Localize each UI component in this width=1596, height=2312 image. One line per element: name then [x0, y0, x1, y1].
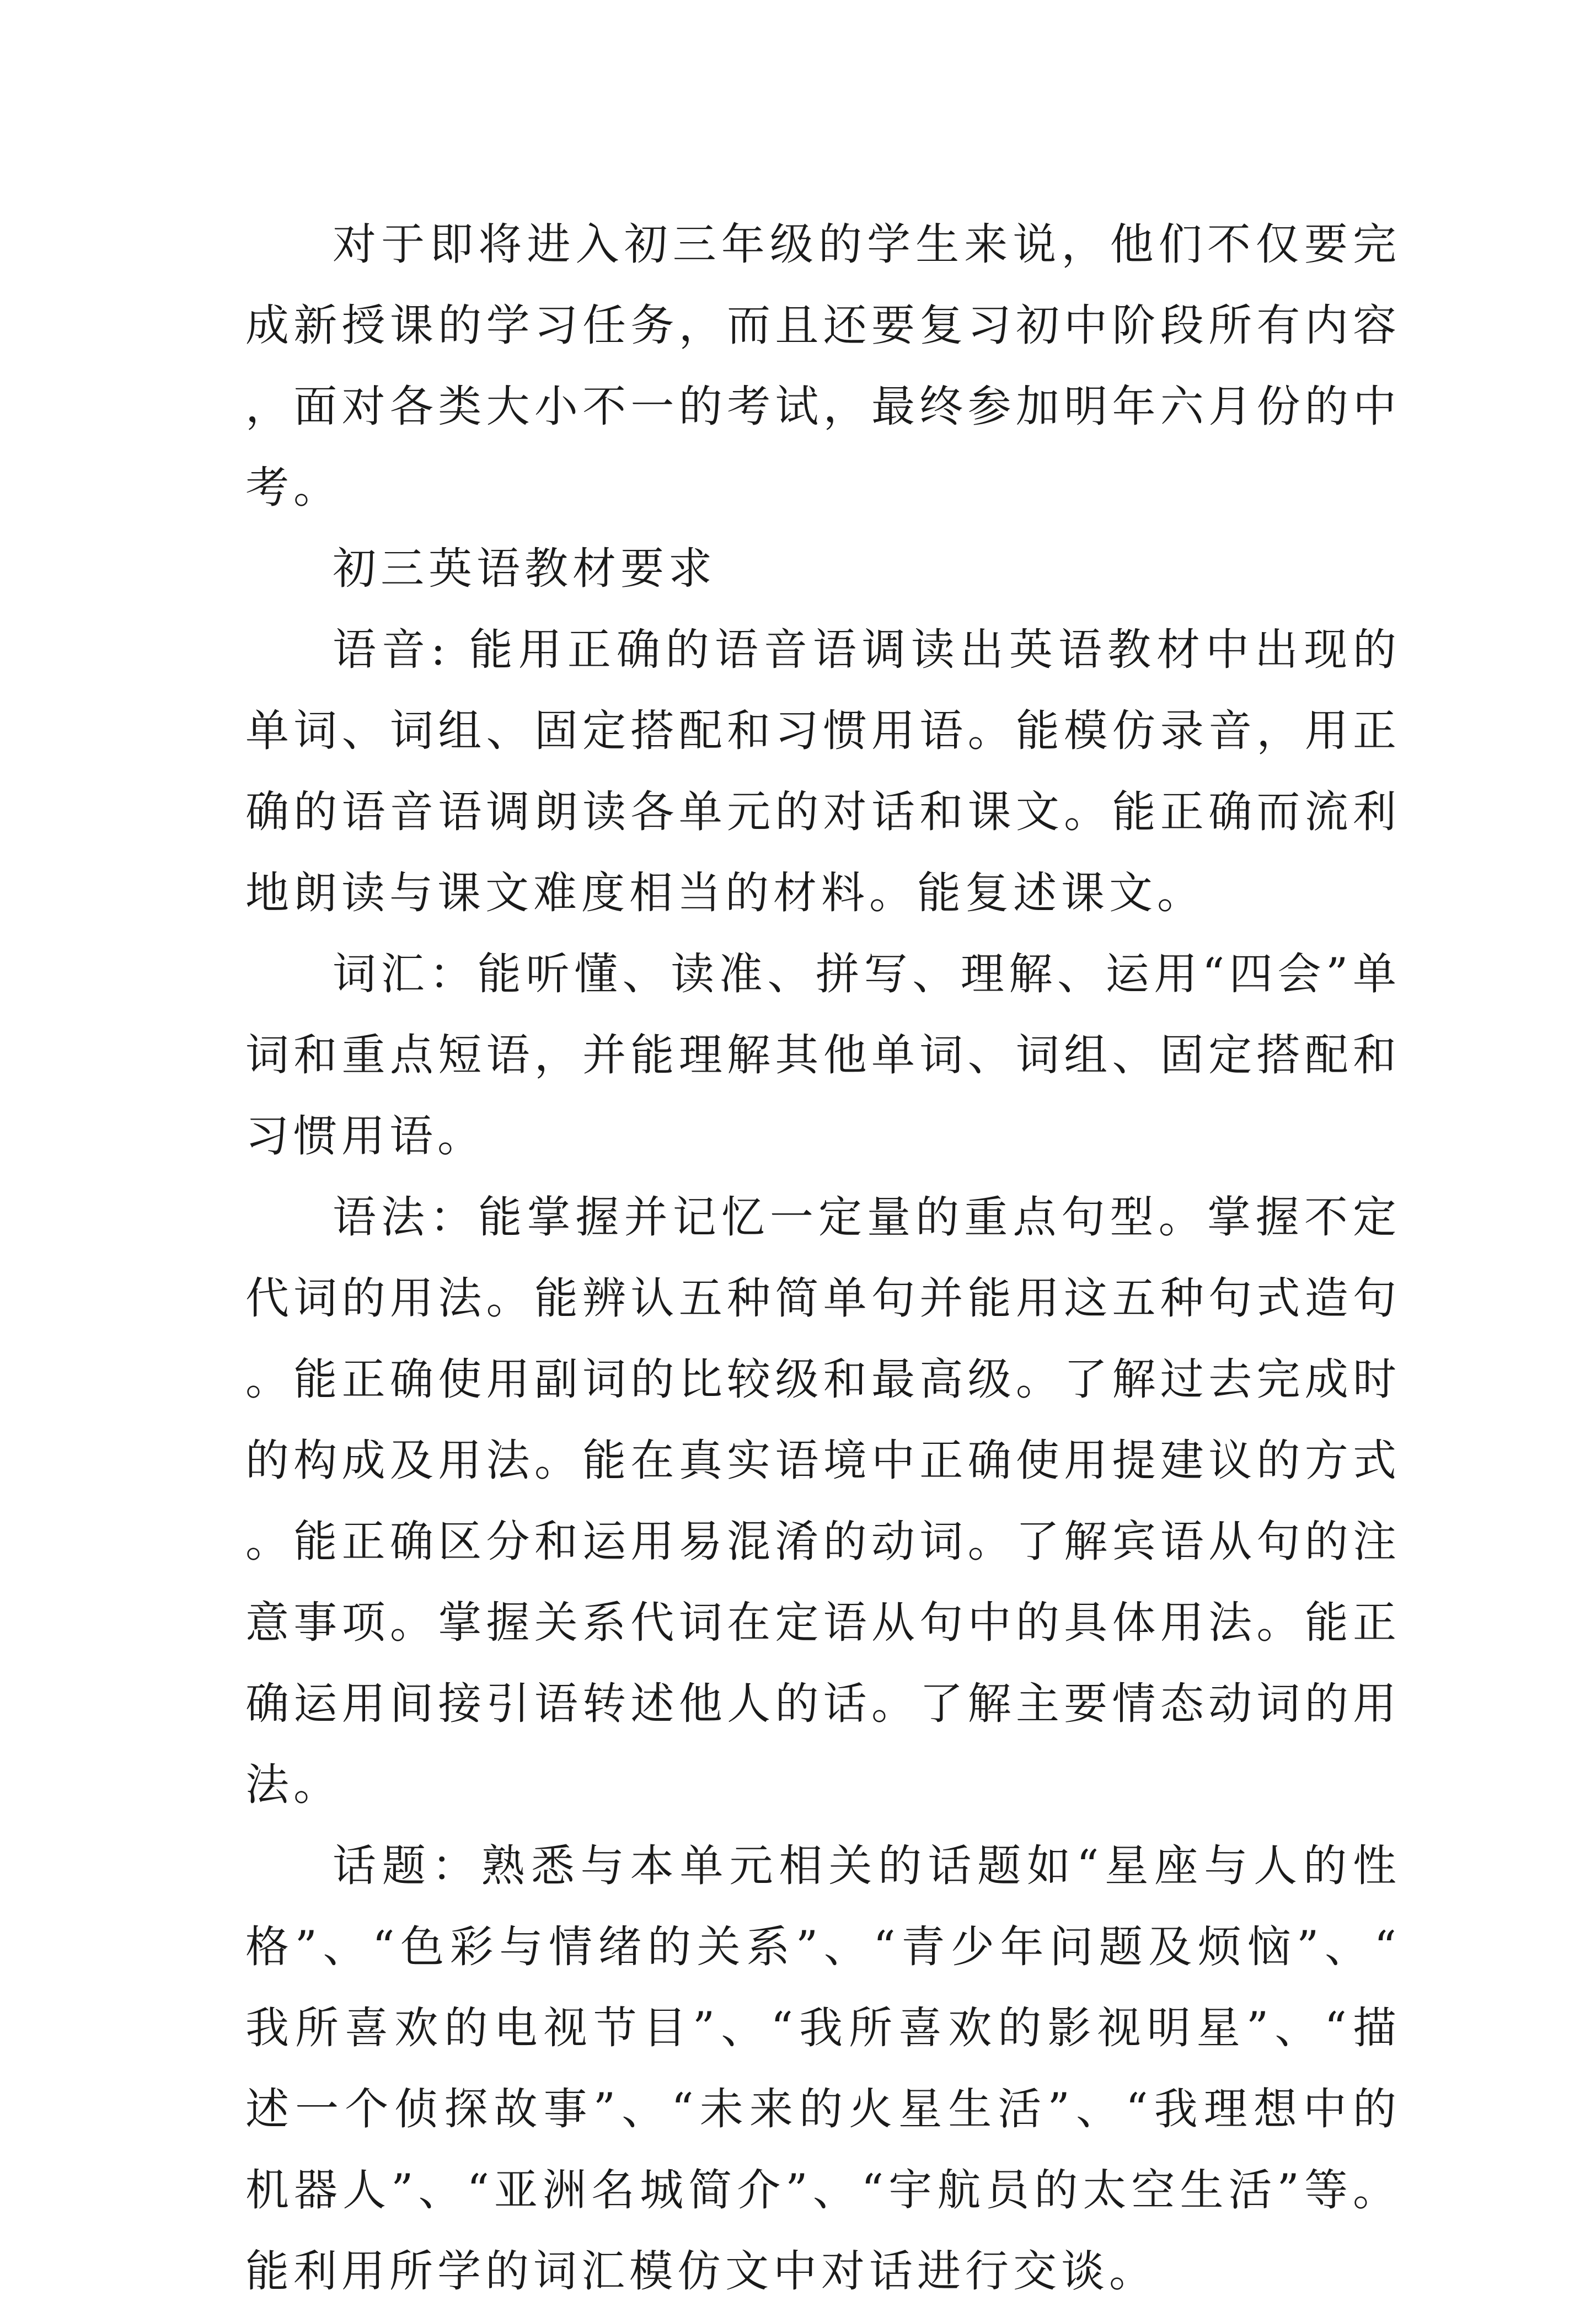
pronunciation-paragraph: 语音: 能用正确的语音语调读出英语教材中出现的单词、词组、固定搭配和习惯用语。能模仿录音，用正确的语音语调朗读各单元的对话和课文。能正确而流利地朗读与课文难度相当的材料。能复述课文。: [245, 624, 1401, 918]
vocabulary-paragraph: 词汇：能听懂、读准、拼写、理解、运用“四会”单词和重点短语，并能理解其他单词、词组、固定搭配和习惯用语。: [245, 949, 1401, 1162]
section-heading: 初三英语教材要求: [333, 543, 716, 594]
intro-paragraph: 对于即将进入初三年级的学生来说，他们不仅要完成新授课的学习任务，而且还要复习初中阶段所有内容，面对各类大小不一的考试，最终参加明年六月份的中考。: [245, 219, 1401, 513]
topics-paragraph: 话题：熟悉与本单元相关的话题如“星座与人的性格”、“色彩与情绪的关系”、“青少年问题及烦恼”、“我所喜欢的电视节目”、“我所喜欢的影视明星”、“描述一个侦探故事”、“未来的火星生活”、“我理想中的机器人”、“亚洲名城简介”、“宇航员的太空生活”等。能利用所学的词汇模仿文中对话进行交谈。: [245, 1840, 1401, 2297]
grammar-paragraph: 语法：能掌握并记忆一定量的重点句型。掌握不定代词的用法。能辨认五种简单句并能用这五种句式造句。能正确使用副词的比较级和最高级。了解过去完成时的构成及用法。能在真实语境中正确使用提建议的方式。能正确区分和运用易混淆的动词。了解宾语从句的注意事项。掌握关系代词在定语从句中的具体用法。能正确运用间接引语转述他人的话。了解主要情态动词的用法。: [245, 1192, 1401, 1810]
document-body: [245, 204, 1401, 2312]
